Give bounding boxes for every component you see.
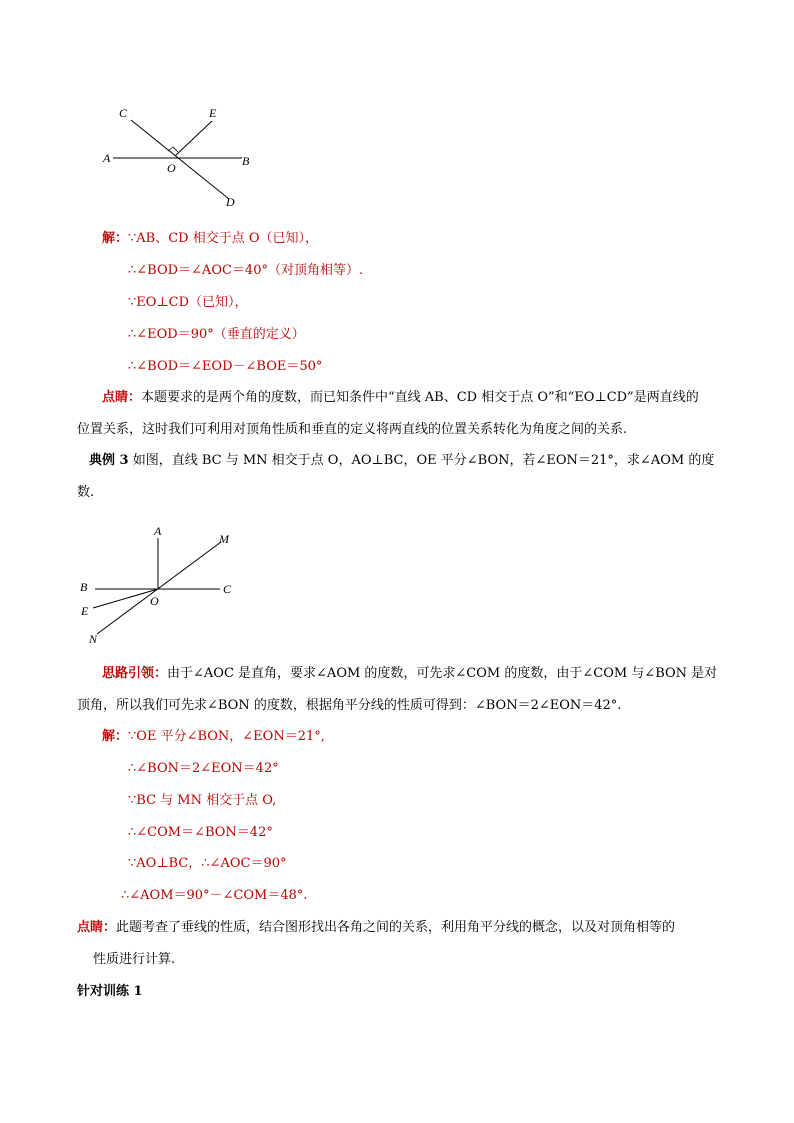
solution2-line-4: ∴∠COM＝∠BON＝42°: [128, 825, 273, 840]
figure-intersecting-lines-1: [95, 100, 270, 215]
hint-text-1: 由于∠AOC 是直角，要求∠AOM 的度数，可先求∠COM 的度数，由于∠COM 与∠BON 是对: [167, 666, 718, 681]
comment2-line-1: [77, 919, 675, 937]
hint-line-1: [102, 665, 717, 683]
label-c: C: [119, 106, 128, 120]
comment2-text-1: 此题考查了垂线的性质，结合图形找出各角之间的关系，利用角平分线的概念，以及对顶角相等的: [116, 920, 676, 935]
solution1-line-5: ∴∠BOD＝∠EOD－∠BOE＝50°: [128, 359, 323, 374]
solution1-line-4: ∴∠EOD＝90°（垂直的定义）: [128, 327, 305, 342]
figure-intersecting-lines-2: [75, 520, 240, 650]
line-cd: [131, 120, 229, 199]
training-title: 针对训练 1: [77, 984, 143, 999]
solution2-prefix: 解：: [102, 729, 129, 744]
label-a2: A: [154, 524, 162, 538]
solution1-prefix: 解：: [102, 231, 129, 246]
ray-oe: [175, 121, 212, 156]
label-n: N: [89, 632, 98, 646]
label-a: A: [103, 151, 111, 165]
comment2-label: 点睛：: [77, 920, 117, 935]
ray-oe2: [93, 589, 158, 608]
solution2-line-2: ∴∠BON＝2∠EON＝42°: [128, 761, 279, 776]
label-m: M: [219, 532, 229, 546]
comment1-text-1: 本题要求的是两个角的度数，而已知条件中“直线 AB、CD 相交于点 O”和“EO⊥CD”是两直线的: [141, 390, 699, 405]
label-b: B: [242, 154, 250, 168]
solution1-line-3: ∵EO⊥CD（已知），: [128, 295, 248, 310]
comment1-line-1: [102, 389, 699, 407]
example3-line-1: [89, 452, 714, 470]
comment1-line-2: 位置关系，这时我们可利用对顶角性质和垂直的定义将两直线的位置关系转化为角度之间的关系.: [77, 422, 628, 437]
label-o: O: [167, 161, 176, 175]
solution1-text-1: ∵AB、CD 相交于点 O（已知），: [128, 231, 319, 246]
label-c2: C: [223, 582, 232, 596]
hint-line-2: 顶角，所以我们可先求∠BON 的度数，根据角平分线的性质可得到：∠BON＝2∠EON＝42°.: [77, 698, 622, 713]
label-d: D: [226, 195, 235, 209]
example3-label: 典例 3: [89, 453, 129, 468]
solution2-line-5: ∵AO⊥BC，∴∠AOC＝90°: [128, 856, 287, 871]
solution2-text-1: ∵OE 平分∠BON，∠EON＝21°,: [128, 729, 325, 744]
solution2-line-6: ∴∠AOM＝90°－∠COM＝48°.: [121, 888, 308, 903]
label-o2: O: [150, 594, 159, 608]
solution2-line-3: ∵BC 与 MN 相交于点 O,: [128, 793, 277, 808]
example3-text-1: 如图，直线 BC 与 MN 相交于点 O，AO⊥BC，OE 平分∠BON，若∠EON＝21°，求∠AOM 的度: [132, 453, 715, 468]
label-e2: E: [81, 604, 89, 618]
hint-label: 思路引领：: [102, 666, 168, 681]
solution1-line-2: ∴∠BOD＝∠AOC＝40°（对顶角相等）.: [128, 263, 364, 278]
label-b2: B: [80, 580, 88, 594]
label-e: E: [209, 106, 217, 120]
example3-line-2: 数.: [77, 485, 95, 500]
comment1-label: 点睛：: [102, 390, 142, 405]
solution2-line-1: [102, 728, 325, 746]
comment2-line-2: 性质进行计算.: [93, 952, 176, 967]
solution1-line-1: [102, 230, 318, 248]
line-mn: [97, 542, 221, 634]
